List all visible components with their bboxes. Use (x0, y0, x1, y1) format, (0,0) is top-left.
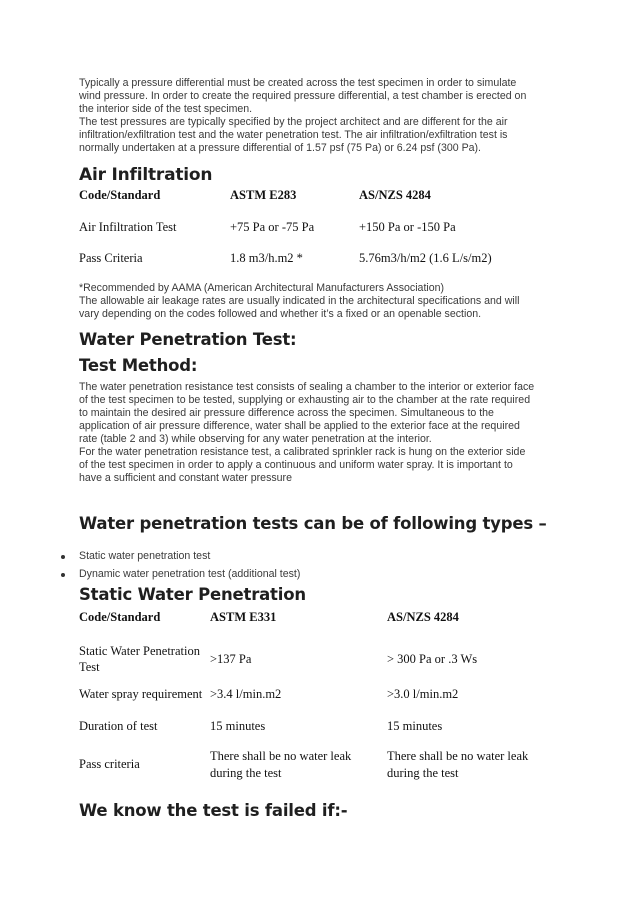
table-cell: 1.8 m3/h.m2 * (230, 251, 303, 265)
bullet-icon (61, 555, 65, 559)
method-line: of the test specimen in order to apply a continuous and uniform water spray. It is important to (79, 459, 513, 471)
static-water-penetration-table (79, 608, 559, 788)
method-line: The water penetration resistance test consists of sealing a chamber to the interior or exterior face (79, 381, 535, 393)
table-cell: +75 Pa or -75 Pa (230, 220, 315, 234)
cell-line: Test (79, 660, 100, 674)
table-cell: 15 minutes (210, 719, 266, 733)
intro-line: normally undertaken at a pressure differential of 1.57 psf (75 Pa) or 6.24 psf (300 Pa). (79, 142, 482, 154)
intro-line: the interior side of the test specimen. (79, 103, 253, 115)
table-cell: >137 Pa (210, 652, 252, 666)
table-cell: Pass criteria (79, 757, 140, 771)
intro-line: The test pressures are typically specified by the project architect and are different for the air (79, 116, 508, 128)
table-header: ASTM E331 (210, 610, 277, 624)
cell-line: There shall be no water leak (210, 749, 352, 763)
table-cell: +150 Pa or -150 Pa (359, 220, 456, 234)
table-cell: Pass Criteria (79, 251, 143, 265)
table-cell: Duration of test (79, 719, 158, 733)
bullet-icon (61, 573, 65, 577)
method-line: of the test specimen to be tested, supplying or exhausting air to the chamber at the rate required (79, 394, 531, 406)
intro-line: Typically a pressure differential must be created across the test specimen in order to simulate (79, 77, 517, 89)
test-failed-heading: We know the test is failed if:- (79, 801, 348, 820)
water-penetration-heading: Water Penetration Test: (79, 330, 297, 349)
table-cell: Water spray requirement (79, 687, 203, 701)
list-item-label: Dynamic water penetration test (additional test) (79, 568, 301, 580)
air-infiltration-notes (79, 282, 579, 321)
table-header: Code/Standard (79, 610, 161, 624)
method-line: to maintain the desired air pressure difference across the specimen. Simultaneous to the (79, 407, 494, 419)
table-cell: 15 minutes (387, 719, 443, 733)
note-line: vary depending on the codes followed and whether it’s a fixed or an openable section. (79, 308, 482, 320)
intro-paragraph (79, 77, 579, 155)
table-header: ASTM E283 (230, 188, 297, 202)
method-line: have a sufficient and constant water pressure (79, 472, 292, 484)
table-header: AS/NZS 4284 (359, 188, 431, 202)
note-line: *Recommended by AAMA (American Architectural Manufacturers Association) (79, 282, 445, 294)
static-water-penetration-heading: Static Water Penetration (79, 585, 306, 604)
table-cell (387, 748, 528, 782)
table-cell: >3.0 l/min.m2 (387, 687, 459, 701)
cell-line: during the test (210, 766, 282, 780)
cell-line: There shall be no water leak (387, 749, 529, 763)
table-header: AS/NZS 4284 (387, 610, 459, 624)
table-cell: 5.76m3/h/m2 (1.6 L/s/m2) (359, 251, 492, 265)
method-line: For the water penetration resistance test, a calibrated sprinkler rack is hung on the exterior side (79, 446, 526, 458)
table-cell: Air Infiltration Test (79, 220, 177, 234)
table-cell (210, 748, 351, 782)
cell-line: Static Water Penetration (79, 644, 200, 658)
method-line: application of air pressure difference, water shall be applied to the exterior face at the required (79, 420, 520, 432)
table-cell (79, 643, 200, 675)
intro-line: infiltration/exfiltration test and the water penetration test. The air infiltration/exfiltration test is (79, 129, 508, 141)
types-list (58, 550, 458, 586)
intro-line: wind pressure. In order to create the required pressure differential, a test chamber is erected on (79, 90, 527, 102)
list-item-label: Static water penetration test (79, 550, 211, 562)
method-line: rate (table 2 and 3) while observing for any water penetration at the interior. (79, 433, 432, 445)
table-cell: > 300 Pa or .3 Ws (387, 652, 478, 666)
table-cell: >3.4 l/min.m2 (210, 687, 282, 701)
test-method-heading: Test Method: (79, 356, 198, 375)
cell-line: during the test (387, 766, 459, 780)
air-infiltration-heading: Air Infiltration (79, 165, 213, 185)
types-heading: Water penetration tests can be of following types – (79, 514, 547, 533)
list-item (58, 550, 458, 568)
test-method-paragraph (79, 381, 589, 485)
table-header: Code/Standard (79, 188, 161, 202)
note-line: The allowable air leakage rates are usually indicated in the architectural specifications and will (79, 295, 520, 307)
